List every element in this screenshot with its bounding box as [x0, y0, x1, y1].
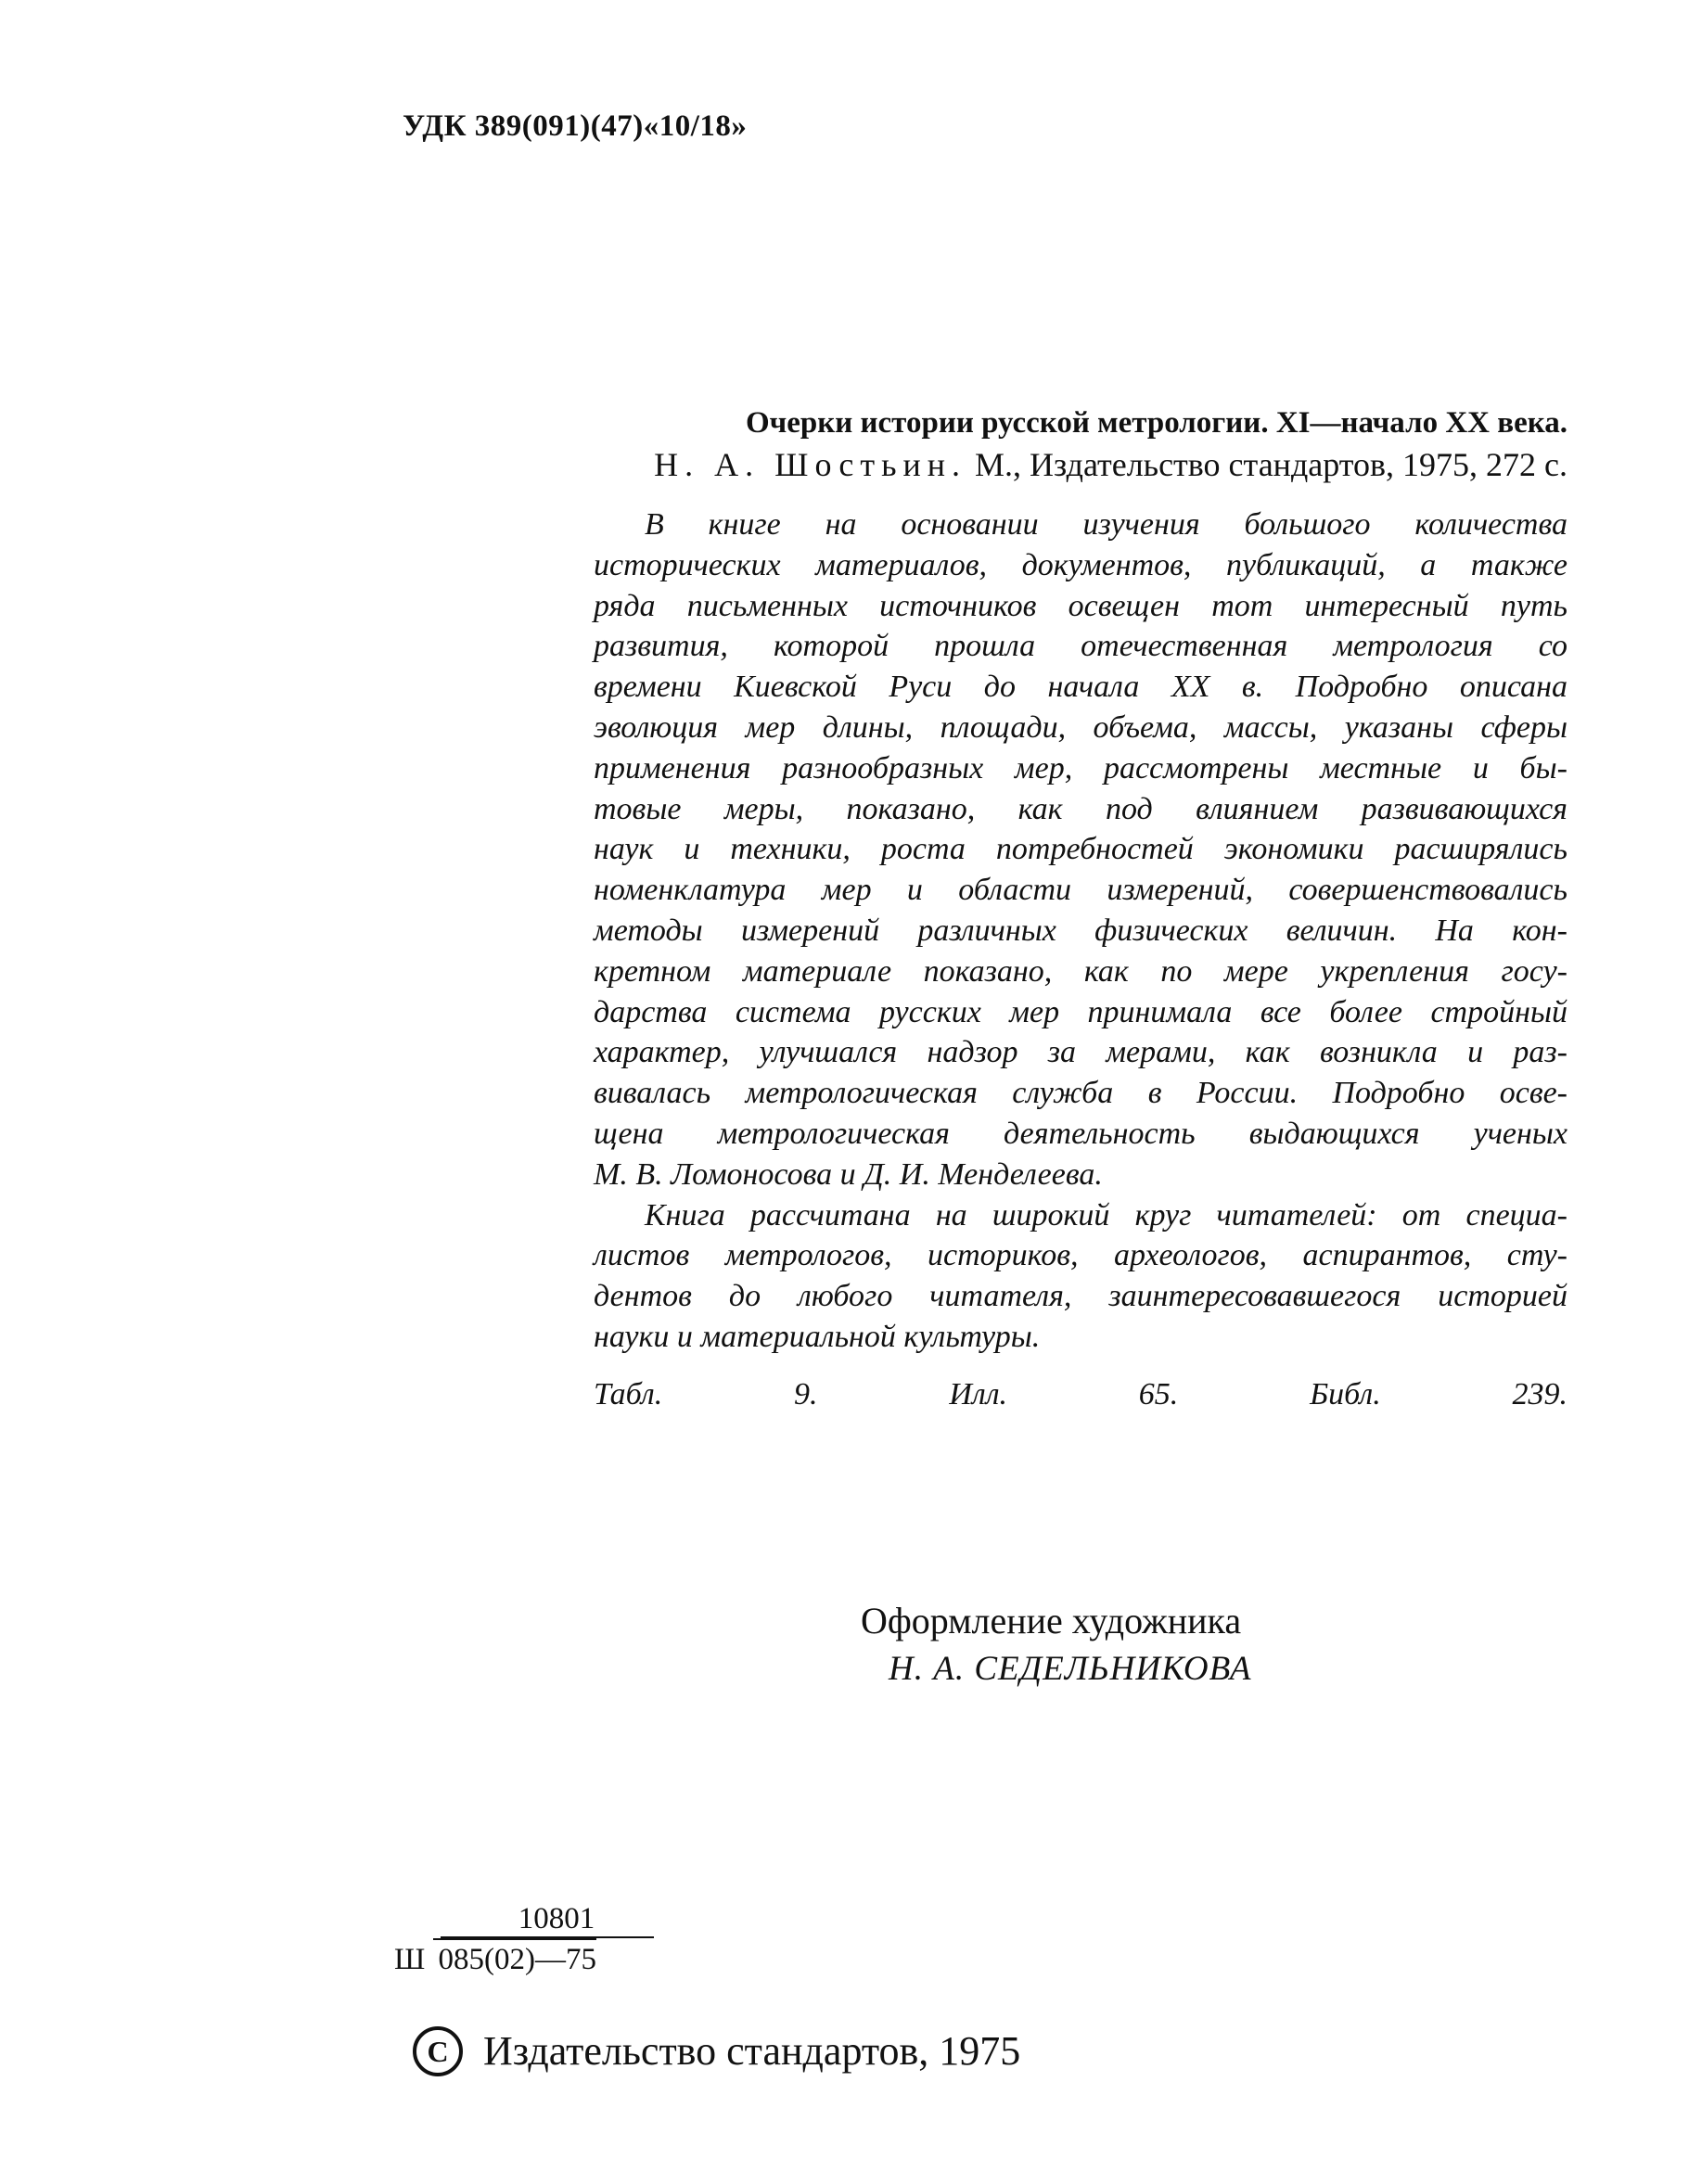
- design-credit: [861, 1597, 1380, 1693]
- abstract-line: щена метрологическая деятельность выдающихся ученых: [594, 1116, 1567, 1151]
- abstract-line: дентов до любого читателя, заинтересовавшегося историей: [594, 1279, 1567, 1314]
- abstract-line: листов метрологов, историков, археологов, аспирантов, сту-: [594, 1238, 1567, 1273]
- imprint: М., Издательство стандартов, 1975, 272 с.: [975, 446, 1567, 483]
- abstract-line: применения разнообразных мер, рассмотрены местные и бы-: [594, 750, 1567, 785]
- abstract-line: времени Киевской Руси до начала XX в. Подробно описана: [594, 670, 1567, 705]
- abstract-line: товые меры, показано, как под влиянием развивающихся: [594, 791, 1567, 826]
- abstract-paragraph-2: [594, 1195, 1567, 1358]
- artist-name: Н. А. СЕДЕЛЬНИКОВА: [889, 1650, 1252, 1688]
- stats-line: Табл. 9. Илл. 65. Библ. 239.: [594, 1376, 1567, 1411]
- abstract-paragraph-1: [594, 504, 1567, 1195]
- abstract-line: методы измерений различных физических величин. На кон-: [594, 913, 1567, 948]
- abstract-line: исторических материалов, документов, публикаций, а также: [594, 547, 1567, 582]
- publication-index: [394, 1901, 645, 1979]
- abstract-line: кретном материале показано, как по мере укрепления госу-: [594, 953, 1567, 989]
- abstract-line: дарства система русских мер принимала все более стройный: [594, 994, 1567, 1029]
- author-imprint: [594, 443, 1567, 486]
- abstract-line: Книга рассчитана на широкий круг читателей: от специа-: [645, 1197, 1567, 1232]
- design-label: Оформление художника: [861, 1600, 1242, 1641]
- abstract-line: В книге на основании изучения большого количества: [645, 507, 1567, 542]
- abstract-line: номенклатура мер и области измерений, совершенствовались: [594, 873, 1567, 908]
- book-title: Очерки истории русской метрологии. XI—начало XX века.: [745, 406, 1567, 440]
- abstract-line: вивалась метрологическая служба в России. Подробно осве-: [594, 1076, 1567, 1111]
- udk-code: УДК 389(091)(47)«10/18»: [403, 109, 748, 143]
- author-name: Н. А. Шостьин.: [654, 446, 967, 483]
- abstract-line: наук и техники, роста потребностей экономики расширялись: [594, 832, 1567, 867]
- copyright-text: Издательство стандартов, 1975: [483, 2028, 1021, 2074]
- bibliographic-record: [594, 402, 1567, 1415]
- copyright: [413, 2027, 1020, 2080]
- abstract-line: М. В. Ломоносова и Д. И. Менделеева.: [594, 1156, 1103, 1192]
- abstract-line: развития, которой прошла отечественная метрология со: [594, 629, 1567, 664]
- copyright-icon: C: [413, 2026, 463, 2076]
- index-number: 10801: [441, 1901, 654, 1938]
- abstract-line: эволюция мер длины, площади, объема, массы, указаны сферы: [594, 709, 1567, 745]
- abstract-line: науки и материальной культуры.: [594, 1319, 1041, 1354]
- abstract-line: ряда письменных источников освещен тот интересный путь: [594, 588, 1567, 623]
- index-code: [394, 1938, 645, 1979]
- index-letter: Ш: [394, 1943, 426, 1976]
- abstract: [594, 504, 1567, 1415]
- index-fraction: 085(02)—75: [433, 1938, 596, 1979]
- abstract-line: характер, улучшался надзор за мерами, как возникла и раз-: [594, 1035, 1567, 1070]
